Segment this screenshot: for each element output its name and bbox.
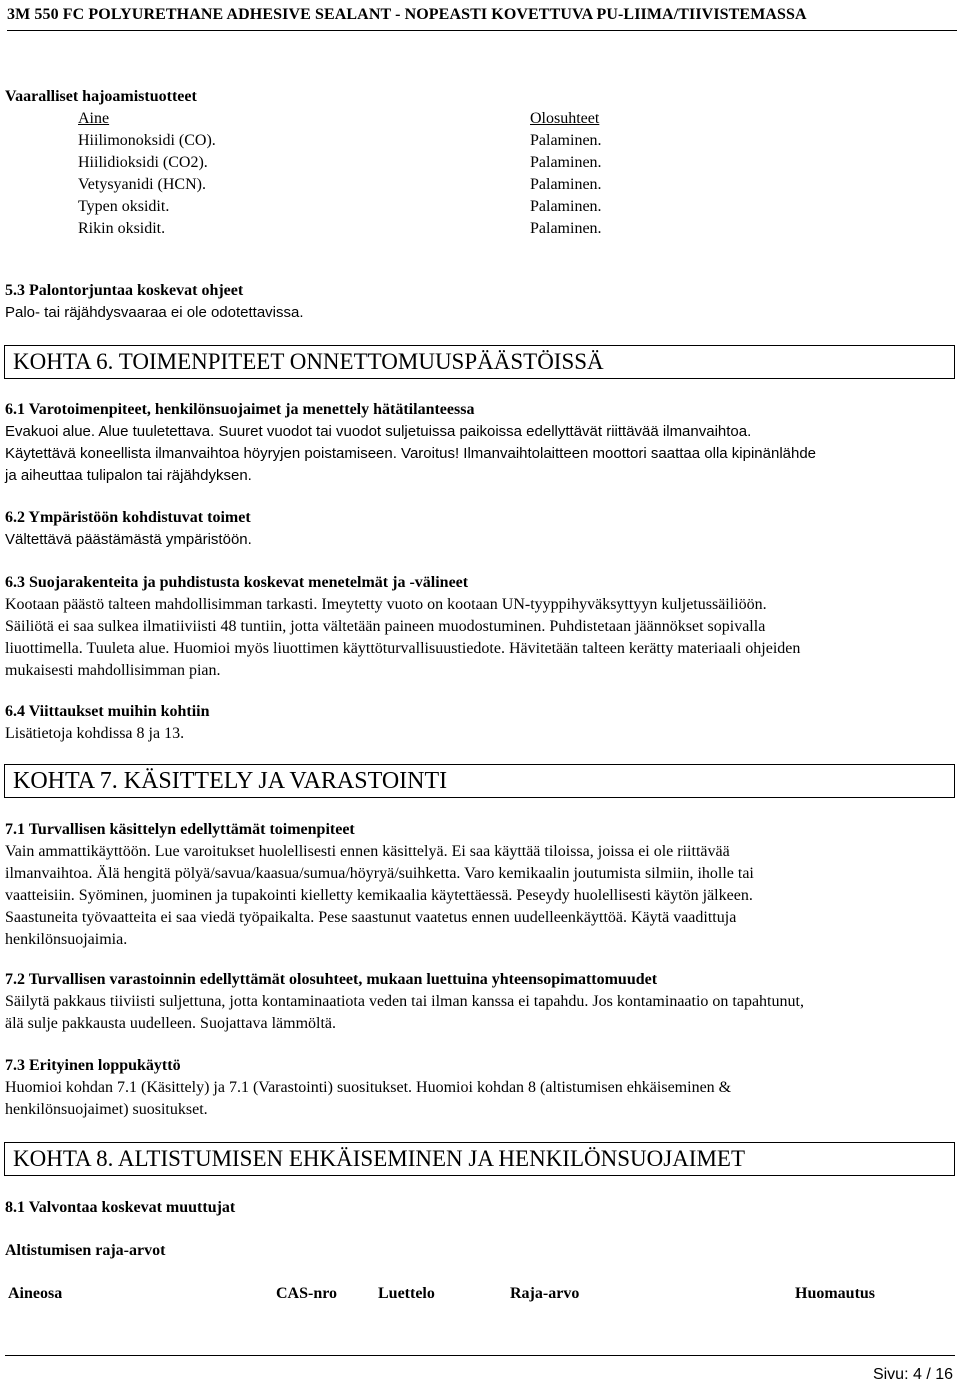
section-line: Huomioi kohdan 7.1 (Käsittely) ja 7.1 (Varastointi) suositukset. Huomioi kohdan 8 (altistumisen ehkäiseminen & [5, 1079, 732, 1096]
section-8-1-heading: 8.1 Valvontaa koskevat muuttujat [5, 1199, 236, 1216]
section-heading: 7.3 Erityinen loppukäyttö [5, 1057, 181, 1074]
column-header-cas: CAS-nro [276, 1285, 338, 1302]
section-text: Vältettävä päästämästä ympäristöön. [5, 531, 252, 548]
section-line: vaatteisiin. Syöminen, juominen ja tupakointi kielletty kemikaalia käytettäessä. Peseydy huolellisesti käytön jälkeen. [5, 887, 753, 904]
section-6-title-box [4, 345, 955, 379]
section-7-title: KOHTA 7. KÄSITTELY JA VARASTOINTI [13, 768, 448, 794]
substance-cell: Rikin oksidit. [78, 220, 166, 237]
section-6-1 [5, 399, 950, 487]
exposure-limits-heading: Altistumisen raja-arvot [5, 1242, 166, 1259]
column-header-huomautus: Huomautus [795, 1285, 876, 1302]
section-heading: 6.3 Suojarakenteita ja puhdistusta koskevat menetelmät ja -välineet [5, 574, 469, 591]
section-line: ilmanvaihtoa. Älä hengitä pölyä/savua/kaasua/sumua/höyryä/suihketta. Varo kemikaalin joutumista silmiin, iholle tai [5, 865, 754, 882]
section-line: Käytettävä koneellista ilmanvaihtoa höyryjen poistamiseen. Varoitus! Ilmanvaihtolaitteen moottori saattaa olla kipinänlähde [5, 445, 817, 462]
section-line: ja aiheuttaa tulipalon tai räjähdyksen. [5, 467, 252, 484]
condition-cell: Palaminen. [530, 198, 602, 215]
section-8-title: KOHTA 8. ALTISTUMISEN EHKÄISEMINEN JA HENKILÖNSUOJAIMET [13, 1146, 746, 1171]
substance-column-header: Aine [78, 110, 110, 127]
document-title: 3M 550 FC POLYURETHANE ADHESIVE SEALANT - NOPEASTI KOVETTUVA PU-LIIMA/TIIVISTEMASSA [7, 6, 807, 23]
page-number: Sivu: 4 / 16 [872, 1366, 953, 1383]
section-line: henkilönsuojaimia. [5, 931, 128, 948]
condition-cell: Palaminen. [530, 220, 602, 237]
section-line: liuottimella. Tuuleta alue. Huomioi myös liuottimen käyttöturvallisuustiedote. Hävitetään talteen kerätty materiaali ohjeiden [5, 640, 801, 657]
section-line: henkilönsuojaimet) suositukset. [5, 1101, 208, 1118]
section-text: Lisätietoja kohdissa 8 ja 13. [5, 725, 185, 742]
section-line: Säilytä pakkaus tiiviisti suljettuna, jotta kontaminaatiota veden tai ilman kanssa ei tapahdu. Jos kontaminaatio on tapahtunut, [5, 993, 804, 1010]
section-text: Palo- tai räjähdysvaaraa ei ole odotettavissa. [5, 304, 304, 321]
section-7-1 [5, 819, 950, 951]
section-heading: 7.2 Turvallisen varastoinnin edellyttämät olosuhteet, mukaan luettuina yhteensopimattomuudet [5, 971, 658, 988]
column-header-aineosa: Aineosa [8, 1285, 63, 1302]
section-line: älä sulje pakkausta uudelleen. Suojattava lämmöltä. [5, 1015, 337, 1032]
document-header [7, 0, 957, 31]
section-6-title: KOHTA 6. TOIMENPITEET ONNETTOMUUSPÄÄSTÖISSÄ [13, 349, 604, 374]
page-footer [5, 1355, 955, 1383]
section-heading: 6.2 Ympäristöön kohdistuvat toimet [5, 509, 251, 526]
section-heading: 6.4 Viittaukset muihin kohtiin [5, 703, 210, 720]
section-7-3 [5, 1055, 950, 1121]
section-line: mukaisesti mahdollisimman pian. [5, 662, 221, 679]
condition-cell: Palaminen. [530, 132, 602, 149]
section-heading: 6.1 Varotoimenpiteet, henkilönsuojaimet ja menettely hätätilanteessa [5, 401, 475, 418]
section-line: Kootaan päästö talteen mahdollisimman tarkasti. Imeytetty vuoto on kootaan UN-tyyppihyväksyttyyn kuljetussäiliöön. [5, 596, 767, 613]
section-5-3 [5, 280, 950, 324]
section-6-3 [5, 572, 950, 682]
section-line: Säiliötä ei saa sulkea ilmatiiviisti 48 tuntiin, jotta vältetään paineen muodostuminen. Puhdistetaan jäännökset sopivalla [5, 618, 766, 635]
section-line: Saastuneita työvaatteita ei saa viedä työpaikalta. Pese saastunut vaatetus ennen uudelleenkäyttöä. Käytä vaadittuja [5, 909, 737, 926]
hazardous-products-heading: Vaaralliset hajoamistuotteet [5, 88, 197, 105]
section-6-4 [5, 701, 950, 745]
section-7-title-box [4, 764, 955, 798]
section-7-2 [5, 969, 950, 1035]
conditions-column-header: Olosuhteet [530, 110, 600, 127]
section-6-2 [5, 507, 950, 551]
condition-cell: Palaminen. [530, 176, 602, 193]
section-heading: 5.3 Palontorjuntaa koskevat ohjeet [5, 282, 244, 299]
section-line: Evakuoi alue. Alue tuuletettava. Suuret vuodot tai vuodot suljetuissa paikoissa edellyttävät riittävää ilmanvaihtoa. [5, 423, 752, 440]
section-line: Vain ammattikäyttöön. Lue varoitukset huolellisesti ennen käsittelyä. Ei saa käyttää tiloissa, joissa ei ole riittävää [5, 843, 730, 860]
section-8-title-box [4, 1142, 955, 1176]
exposure-table-header [0, 1285, 960, 1307]
condition-cell: Palaminen. [530, 154, 602, 171]
substance-cell: Hiilidioksidi (CO2). [78, 154, 208, 171]
substance-cell: Vetysyanidi (HCN). [78, 176, 206, 193]
column-header-raja-arvo: Raja-arvo [510, 1285, 580, 1302]
substance-cell: Hiilimonoksidi (CO). [78, 132, 216, 149]
section-heading: 7.1 Turvallisen käsittelyn edellyttämät toimenpiteet [5, 821, 355, 838]
substance-cell: Typen oksidit. [78, 198, 170, 215]
column-header-luettelo: Luettelo [378, 1285, 435, 1302]
